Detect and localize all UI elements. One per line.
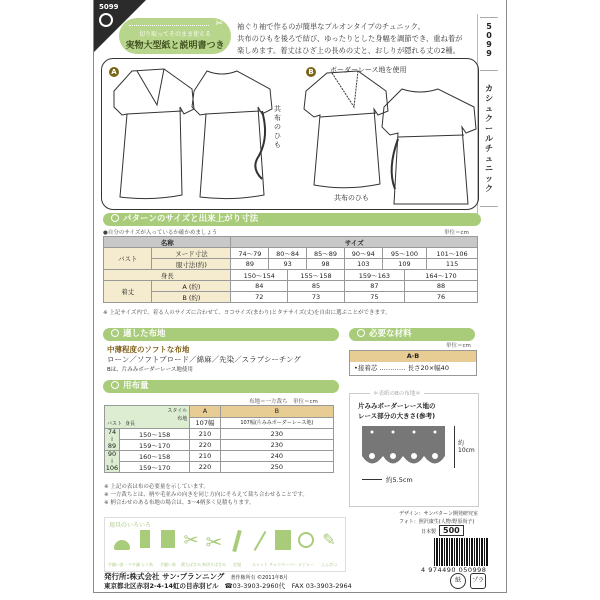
materials-table — [349, 350, 477, 376]
cell: 220 — [190, 440, 220, 451]
intro-line: 楽しめます。着丈はひざ上の長めの丈と、おしりが隠れる丈の2種。 — [237, 46, 460, 55]
cell: 210 — [190, 429, 220, 440]
lace-swatch — [362, 426, 445, 471]
row-label: バスト — [104, 248, 152, 270]
cell: 75 — [344, 292, 404, 303]
bullet-icon — [357, 329, 365, 337]
cell: 220 — [190, 462, 220, 473]
cell: 95〜100 — [382, 248, 426, 259]
row-label: B (約) — [152, 292, 231, 303]
cell: 88 — [404, 281, 477, 292]
materials-header: A·B — [350, 351, 476, 362]
publisher-name: 発行所:株式会社 サン·プランニング — [104, 572, 225, 581]
digit: 9 — [486, 40, 492, 49]
intro-line: 袖ぐり袖で作るのが簡単なプルオンタイプのチュニック。 — [237, 22, 425, 31]
spool-icon — [161, 530, 175, 548]
size-note: ●自分のサイズが入っているか確かめましょう — [103, 230, 218, 236]
cell: 98 — [307, 259, 345, 270]
cell: 85〜89 — [307, 248, 345, 259]
fabric-list: ローン／ソフトブロード／綿麻／先染／スラブシーチング — [107, 355, 301, 364]
yardage-note: ※ 柄合わせのある布地の場合は、3〜4柄多く見積もります。 — [104, 500, 255, 506]
style-b-header: B — [220, 406, 333, 418]
pencil-icon: ✎ — [322, 530, 336, 549]
cell: 74〜79 — [231, 248, 269, 259]
section-title: 必要な材料 — [369, 329, 412, 339]
section-header-yardage — [103, 380, 339, 393]
style-a-mark: A — [109, 67, 119, 77]
row-label: A (約) — [152, 281, 231, 292]
cell: 73 — [288, 292, 345, 303]
section-header-materials — [349, 328, 475, 341]
digit: 9 — [486, 49, 492, 58]
section-header-size — [103, 213, 481, 226]
cell: 164〜170 — [404, 270, 477, 281]
divider — [480, 17, 498, 18]
paper-recycle-icon: 紙 — [450, 573, 466, 589]
copyright: 著作権所有 ©2011年8月 — [230, 575, 288, 581]
cell: 80〜84 — [269, 248, 307, 259]
height-label: 約10cm — [458, 440, 475, 454]
photo-credit: フォト：照沢康生(人物:野原尚子) — [399, 519, 475, 525]
tool-chalk-paper — [269, 530, 297, 568]
address-line — [104, 581, 352, 590]
unit-label: 単位＝cm — [444, 230, 469, 236]
width-label: 約5.5cm — [386, 476, 413, 484]
cut-line — [129, 25, 209, 26]
bust-bottom: 106 — [105, 464, 119, 472]
badge-subtitle: 切り取ってそのまま使える — [138, 31, 211, 38]
cell: 87 — [344, 281, 404, 292]
tape-measure-icon — [298, 532, 314, 548]
height-arrow — [454, 426, 455, 468]
callout-tie-a: 共布のひも — [274, 105, 281, 149]
tool-shears — [180, 530, 202, 568]
size-footnote: ※ 上記サイズ内で、着る人のサイズに合わせて、ヨコサイズ(まわり)とタテサイズ(丈)を自由に選ぶことができます。 — [103, 310, 391, 316]
tool-pincushion — [108, 530, 140, 568]
divider — [480, 206, 498, 207]
cell: 210 — [190, 451, 220, 462]
spool-icon — [140, 530, 150, 548]
header-fabric-label: 布地 — [177, 416, 188, 422]
divider — [480, 70, 498, 71]
spine-label — [477, 14, 500, 214]
tool-pencil — [318, 530, 340, 568]
full-size-pattern-badge — [119, 18, 231, 54]
header-bust-label: バスト — [107, 421, 123, 427]
scissors-icon: ✂ — [215, 19, 223, 29]
tools-panel — [104, 517, 346, 572]
credits — [399, 510, 478, 526]
cell: 103 — [344, 259, 382, 270]
tool-label: 手縫い針・マチ針 — [108, 562, 140, 567]
cell: 93 — [269, 259, 307, 270]
yardage-table — [104, 405, 334, 473]
spine-title: カシュクールチュニック — [485, 84, 493, 193]
unit-label: 単位＝cm — [446, 343, 471, 349]
style-b-mark: B — [306, 67, 316, 77]
yardage-note: ※ 一方裁ちとは、柄や毛並みの向きを同じ方向にそろえて裁ち合わせることです。 — [104, 492, 308, 498]
cell: 85 — [288, 281, 345, 292]
callout-lace-b: ボーダーレース地を使用 — [330, 66, 407, 74]
cell: 115 — [427, 259, 478, 270]
cell: 159〜170 — [120, 440, 190, 451]
yardage-unit-note: 布地＝一方裁ち 単位＝cm — [249, 399, 318, 405]
price — [421, 525, 464, 536]
header-cell: 名称 — [104, 237, 231, 248]
intro-text — [237, 21, 467, 57]
tool-label: ミシン糸 — [137, 562, 153, 567]
cell: 109 — [382, 259, 426, 270]
scissors-icon: ✂ — [205, 530, 223, 554]
tools-title: 用具のいろいろ — [109, 522, 152, 529]
callout-tie-b: 共布のひも — [334, 194, 369, 202]
size-table — [103, 236, 478, 303]
tool-label: 裁ちばさみ — [181, 562, 201, 567]
header-height-label: 身長 — [125, 421, 136, 427]
section-title: パターンのサイズと出来上がり寸法 — [123, 214, 259, 224]
row-label: 服寸法(約) — [152, 259, 231, 270]
tool-tracing-wheel — [249, 530, 271, 568]
cell: 101〜106 — [427, 248, 478, 259]
badge-title: 実物大型紙と説明書つき — [125, 41, 225, 51]
spine-number — [484, 22, 494, 58]
style-a-header: A — [190, 406, 220, 418]
bust-group-2: 90 ⁞ 106 — [105, 450, 119, 472]
bust-group-1: 74 ⁞ 89 — [105, 429, 120, 451]
section-title: 適した布地 — [123, 329, 166, 339]
tool-machine-thread — [134, 530, 156, 568]
scissors-icon: ✂ — [183, 530, 199, 551]
tool-label: 糸切りばさみ — [202, 562, 226, 567]
digit: 5 — [486, 22, 492, 31]
width-a: 107幅 — [190, 417, 220, 429]
lace-line: 片みみボーダーレース地の — [358, 402, 436, 410]
materials-item: •接着芯 ………… 長さ20×幅40 — [354, 364, 449, 372]
cell: 72 — [231, 292, 288, 303]
cell: 76 — [404, 292, 477, 303]
bullet-icon — [111, 381, 119, 389]
cell: 150〜154 — [231, 270, 288, 281]
publisher-address: 東京都北区赤羽2-4-14虹の目赤羽ビル — [104, 582, 219, 590]
tracing-wheel-icon — [254, 531, 267, 551]
cell: 230 — [220, 429, 333, 440]
plastic-recycle-icon: プラ — [470, 573, 486, 589]
design-credit: デザイン：サンパターン開発研究室 — [399, 511, 478, 517]
ruler-icon — [232, 530, 242, 552]
cell: 155〜158 — [288, 270, 345, 281]
cell: 84 — [231, 281, 288, 292]
bust-top: 90 — [107, 450, 117, 458]
tool-ruler — [226, 530, 248, 568]
cell: 159〜170 — [120, 462, 190, 473]
lace-reference-box — [349, 393, 479, 507]
tool-hand-thread — [157, 530, 179, 568]
digit: 0 — [486, 31, 492, 40]
lace-line: レース部分の大きさ(参考) — [358, 412, 436, 420]
tool-label: メジャー — [298, 562, 314, 567]
section-title: 用布量 — [123, 381, 149, 391]
pattern-envelope-back — [93, 0, 507, 593]
width-arrow — [362, 479, 382, 480]
cell: 89 — [231, 259, 269, 270]
section-header-fabric — [103, 328, 339, 341]
chalk-paper-icon — [275, 530, 291, 550]
lace-title: ＊表紙のBの布地＊ — [370, 389, 424, 397]
fabric-subtitle: 中薄程度のソフトな布地 — [107, 345, 190, 354]
bust-bottom: 89 — [107, 442, 117, 450]
publisher-phone: ☎03-3903-2960代 FAX 03-3903-2964 — [224, 582, 352, 590]
tool-label: ルレット — [252, 562, 268, 567]
row-label: 着丈 — [104, 281, 152, 303]
garment-illustrations — [102, 59, 478, 209]
tool-label: 手縫い糸 — [160, 562, 176, 567]
header-cell: サイズ — [231, 237, 478, 248]
price-value: 500 — [439, 525, 464, 536]
barcode-number: 4 974490 050998 — [421, 566, 487, 574]
bullet-icon — [111, 214, 119, 222]
intro-line: 共布のひもを後ろで結び、ゆったりとした身幅を調節でき、重ね着が — [237, 34, 463, 43]
cell: 240 — [220, 451, 333, 462]
header-style-label: スタイル — [167, 408, 188, 414]
width-b: 107幅(片みみボーダーレース地) — [220, 417, 333, 429]
cell: 230 — [220, 440, 333, 451]
tool-label: 定規 — [233, 562, 241, 567]
barcode — [434, 538, 489, 566]
cell: 160〜158 — [120, 451, 190, 462]
row-label: 身長 — [104, 270, 231, 281]
fabric-note: Bは、片みみボーダーレース地使用 — [107, 367, 193, 373]
row-label: ヌード寸法 — [152, 248, 231, 259]
yardage-note: ※ 上記の表は布の必要量を示しています。 — [104, 484, 209, 490]
diagonal-header-cell — [105, 406, 190, 429]
bust-top: 74 — [107, 428, 117, 436]
ring-icon — [99, 13, 113, 27]
cell: 90〜94 — [344, 248, 382, 259]
tool-label: チャコペーパー — [269, 562, 297, 567]
tool-thread-scissors — [203, 530, 225, 568]
bullet-icon — [111, 329, 119, 337]
pattern-number: 5099 — [99, 3, 119, 11]
pincushion-icon — [114, 540, 130, 550]
cell: 159〜163 — [344, 270, 404, 281]
tool-label: えんぴつ — [321, 562, 337, 567]
cell: 250 — [220, 462, 333, 473]
cell: 150〜158 — [120, 429, 190, 440]
made-in-japan: 日本製 — [421, 529, 437, 535]
illustration-panel — [101, 58, 479, 210]
tool-measure — [295, 530, 317, 568]
